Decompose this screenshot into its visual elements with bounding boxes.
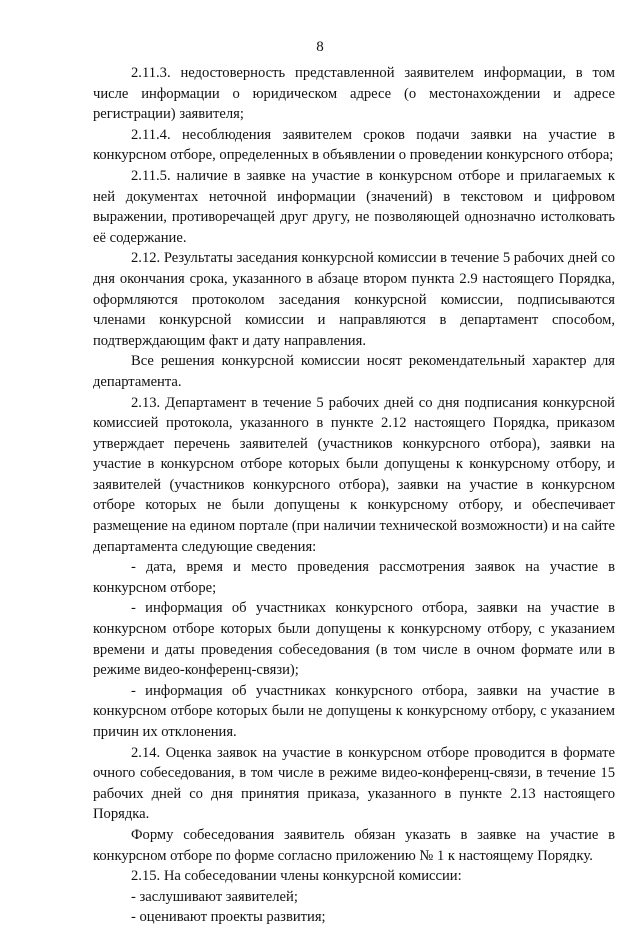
paragraph-2-11-4: 2.11.4. несоблюдения заявителем сроков подачи заявки на участие в конкурсном отборе, определенных в объявлении о проведении конкурсного отбора; xyxy=(93,126,615,164)
paragraph-2-11-3: 2.11.3. недостоверность представленной заявителем информации, в том числе информации о юридическом адресе (о местонахождении и адресе регистрации) заявителя; xyxy=(93,65,615,123)
page-number: 8 xyxy=(316,39,324,55)
paragraph-2-11-5: 2.11.5. наличие в заявке на участие в конкурсном отборе и прилагаемых к ней документах неточной информации (значений) в текстовом и цифровом выражении, противоречащей друг другу, не позволяющей однозначно истолковать её содержание. xyxy=(93,167,615,246)
list-item-rejected-participants: - информация об участниках конкурсного отбора, заявки на участие в конкурсном отборе которых были не допущены к конкурсному отбору, с указанием причин их отклонения. xyxy=(93,682,615,740)
paragraph-2-13: 2.13. Департамент в течение 5 рабочих дней со дня подписания конкурсной комиссией протокола, указанного в пункте 2.12 настоящего Порядка, приказом утверждает перечень заявителей (участников конкурсного отбора), заявки на участие в конкурсном отборе которых были допущены к конкурсному отбору, и заявителей (участников конкурсного отбора), заявки на участие в конкурсном отборе которых не были допущены к конкурсному отбору, и обеспечивает размещение на едином портале (при наличии технической возможности) и на сайте департамента следующие сведения: xyxy=(93,394,615,555)
list-item-date-time-place: - дата, время и место проведения рассмотрения заявок на участие в конкурсном отборе; xyxy=(93,559,615,596)
paragraph-interview-form: Форму собеседования заявитель обязан указать в заявке на участие в конкурсном отборе по форме согласно приложению № 1 к настоящему Порядку. xyxy=(93,826,615,864)
paragraph-2-12: 2.12. Результаты заседания конкурсной комиссии в течение 5 рабочих дней со дня окончания срока, указанного в абзаце втором пункта 2.9 настоящего Порядка, оформляются протоколом заседания конкурсной комиссии, подписываются членами конкурсной комиссии и направляются в департамент способом, подтверждающим факт и дату направления. xyxy=(93,250,615,349)
list-item-evaluate-projects: - оценивают проекты развития; xyxy=(131,909,326,926)
list-item-hear-applicants: - заслушивают заявителей; xyxy=(131,888,298,905)
list-item-admitted-participants: - информация об участниках конкурсного отбора, заявки на участие в конкурсном отборе которых были допущены к конкурсному отбору, с указанием времени и даты проведения собеседования (в том числе в очном формате или в режиме видео-конференц-связи); xyxy=(93,600,615,679)
paragraph-recommendations: Все решения конкурсной комиссии носят рекомендательный характер для департамента. xyxy=(93,353,615,390)
paragraph-2-14: 2.14. Оценка заявок на участие в конкурсном отборе проводится в формате очного собеседования, в том числе в режиме видео-конференц-связи, в течение 15 рабочих дней со дня принятия приказа, указанного в пункте 2.13 настоящего Порядка. xyxy=(93,744,615,823)
paragraph-2-15: 2.15. На собеседовании члены конкурсной комиссии: xyxy=(131,868,462,885)
document-body xyxy=(93,63,615,928)
